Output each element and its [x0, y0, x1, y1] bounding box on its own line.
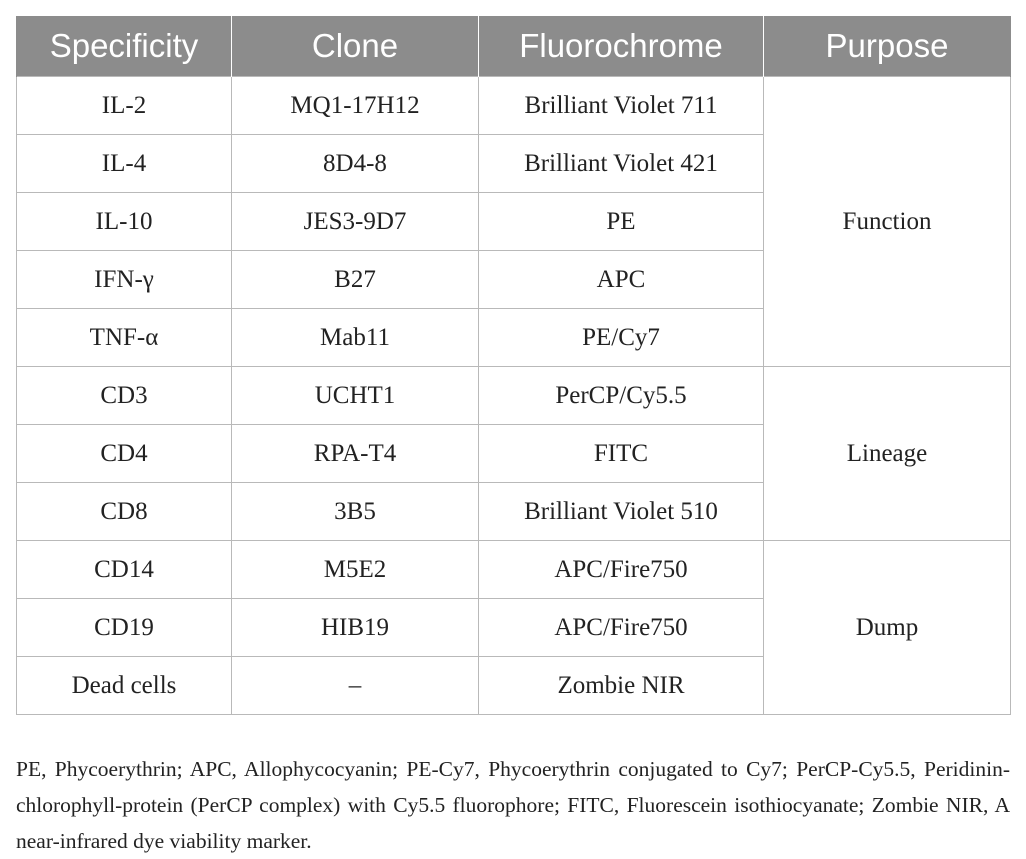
cell-fluorochrome: Zombie NIR: [479, 657, 764, 715]
header-row: [17, 16, 1011, 77]
cell-fluorochrome: APC/Fire750: [479, 541, 764, 599]
cell-specificity: CD4: [17, 425, 232, 483]
cell-specificity: IL-10: [17, 193, 232, 251]
cell-fluorochrome: PE/Cy7: [479, 309, 764, 367]
cell-clone: UCHT1: [232, 367, 479, 425]
cell-clone: 3B5: [232, 483, 479, 541]
cell-clone: 8D4-8: [232, 135, 479, 193]
table-row: [17, 541, 1011, 599]
cell-clone: JES3-9D7: [232, 193, 479, 251]
cell-specificity: Dead cells: [17, 657, 232, 715]
cell-specificity: CD8: [17, 483, 232, 541]
header-clone: Clone: [232, 16, 479, 77]
cell-fluorochrome: Brilliant Violet 711: [479, 77, 764, 135]
table-footnote: PE, Phycoerythrin; APC, Allophycocyanin; PE-Cy7, Phycoerythrin conjugated to Cy7; PerCP-Cy5.5, Peridinin-chlorophyll-protein (PerCP complex) with Cy5.5 fluorophore; FITC, Fluorescein isothiocyanate; Zombie NIR, A near-infrared dye viability marker.: [16, 756, 1010, 853]
table-row: [17, 367, 1011, 425]
cell-fluorochrome: PerCP/Cy5.5: [479, 367, 764, 425]
cell-fluorochrome: APC: [479, 251, 764, 309]
header-specificity: Specificity: [17, 16, 232, 77]
table-header: [17, 16, 1011, 77]
cell-purpose-lineage: Lineage: [764, 367, 1011, 541]
cell-clone: M5E2: [232, 541, 479, 599]
cell-specificity: CD3: [17, 367, 232, 425]
cell-clone: MQ1-17H12: [232, 77, 479, 135]
cell-fluorochrome: Brilliant Violet 421: [479, 135, 764, 193]
antibody-panel-table: [16, 16, 1011, 715]
header-purpose: Purpose: [764, 16, 1011, 77]
cell-purpose-dump: Dump: [764, 541, 1011, 715]
cell-clone: HIB19: [232, 599, 479, 657]
header-fluorochrome: Fluorochrome: [479, 16, 764, 77]
cell-specificity: IL-2: [17, 77, 232, 135]
cell-clone: B27: [232, 251, 479, 309]
cell-clone: –: [232, 657, 479, 715]
cell-specificity: IL-4: [17, 135, 232, 193]
cell-fluorochrome: Brilliant Violet 510: [479, 483, 764, 541]
cell-specificity: TNF-α: [17, 309, 232, 367]
cell-fluorochrome: PE: [479, 193, 764, 251]
antibody-panel-table-container: [16, 16, 1010, 715]
cell-fluorochrome: APC/Fire750: [479, 599, 764, 657]
cell-specificity: CD14: [17, 541, 232, 599]
cell-clone: RPA-T4: [232, 425, 479, 483]
cell-specificity: CD19: [17, 599, 232, 657]
cell-fluorochrome: FITC: [479, 425, 764, 483]
table-row: [17, 77, 1011, 135]
cell-clone: Mab11: [232, 309, 479, 367]
cell-specificity: IFN-γ: [17, 251, 232, 309]
cell-purpose-function: Function: [764, 77, 1011, 367]
table-body: [17, 77, 1011, 715]
